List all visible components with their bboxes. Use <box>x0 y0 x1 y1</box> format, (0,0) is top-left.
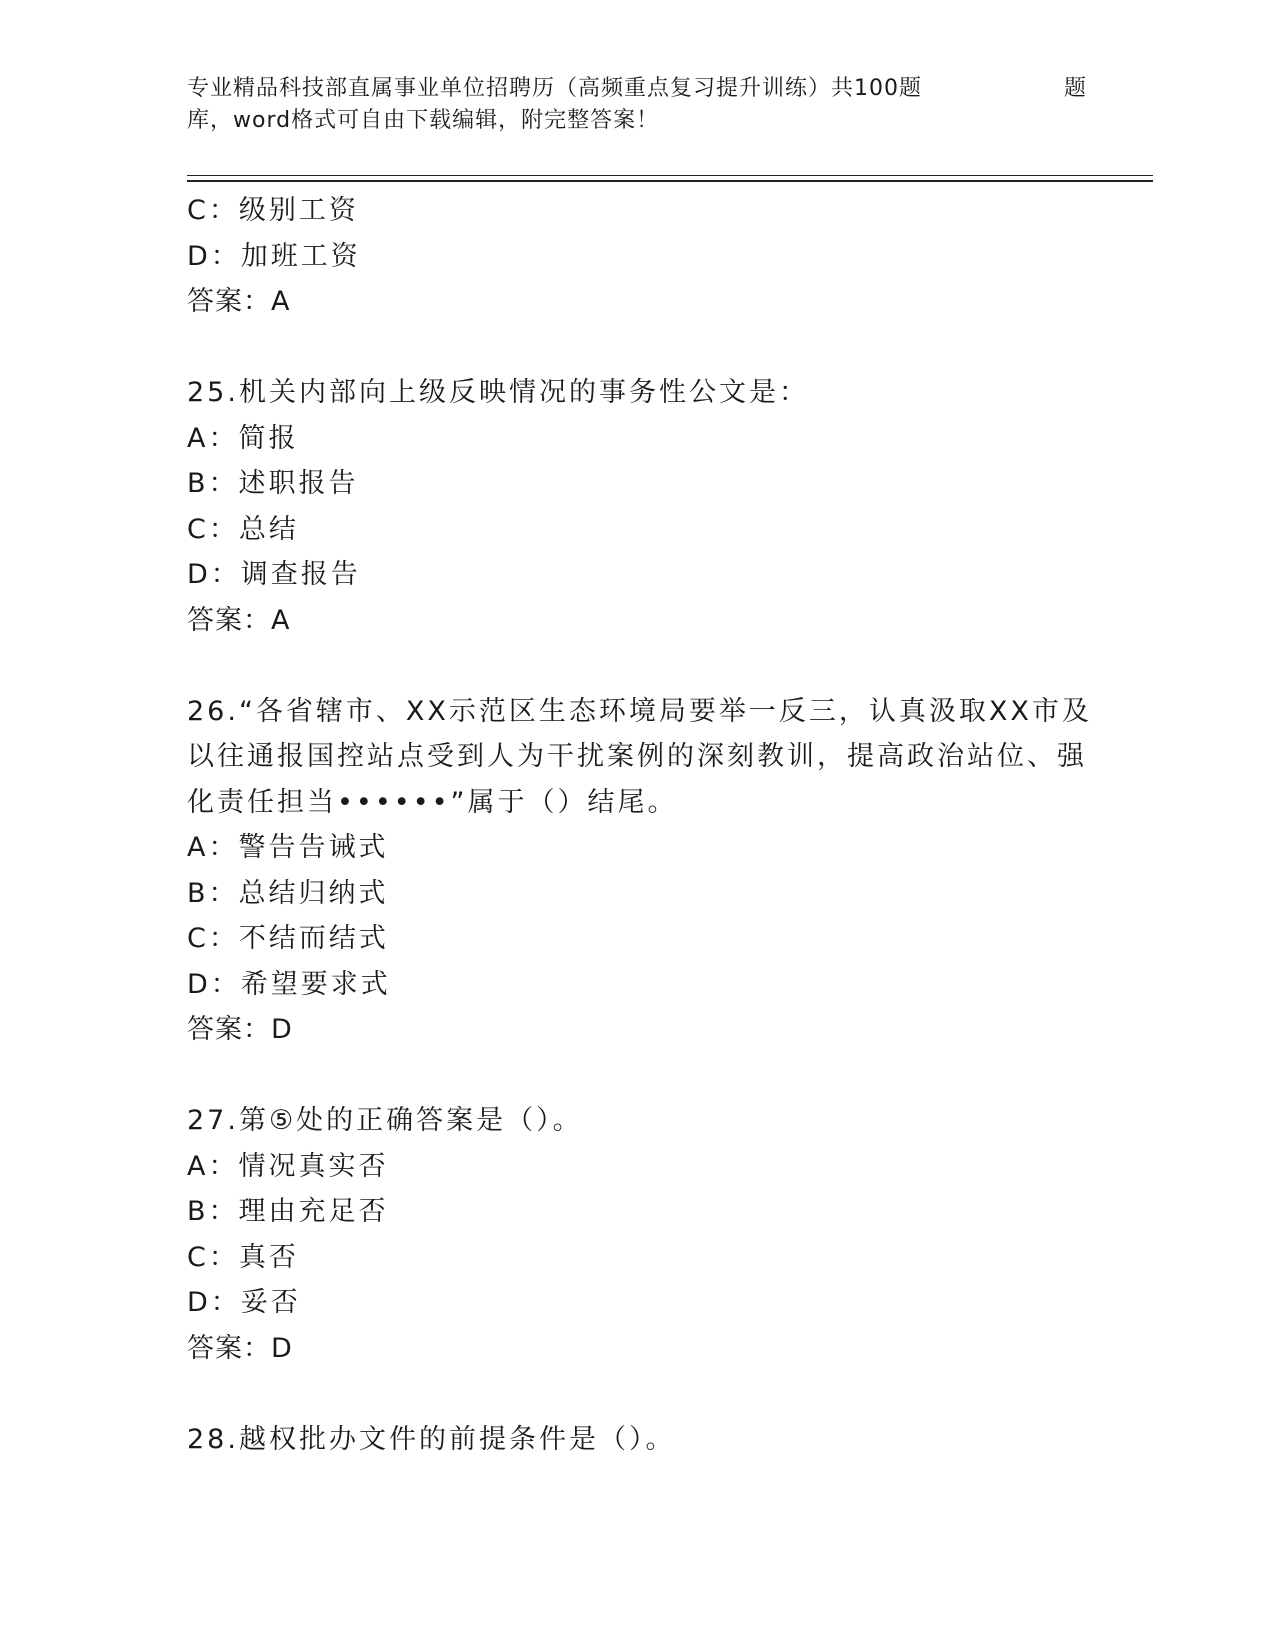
answer-line: 答案：D <box>187 1332 293 1364</box>
option-c: C：级别工资 <box>187 195 359 226</box>
option-d: D：加班工资 <box>187 240 361 272</box>
header-title: 专业精品科技部直属事业单位招聘历（高频重点复习提升训练）共100题 <box>187 76 922 101</box>
option-a: A：情况真实否 <box>187 1150 389 1182</box>
spacer <box>187 1371 1087 1417</box>
spacer <box>187 643 1087 689</box>
question-27 <box>187 1098 1087 1371</box>
option-d: D：调查报告 <box>187 559 361 590</box>
page-header <box>187 73 1087 137</box>
option-b: B：述职报告 <box>187 468 359 499</box>
option-d: D：妥否 <box>187 1287 301 1318</box>
question-25 <box>187 370 1087 643</box>
header-title-tail: 题 <box>1063 76 1087 101</box>
answer-line: 答案：A <box>187 286 291 317</box>
header-divider-thick <box>187 180 1153 182</box>
header-divider-thin <box>187 175 1153 176</box>
question-list <box>187 188 1092 1462</box>
answer-line: 答案：D <box>187 1014 293 1045</box>
option-d: D：希望要求式 <box>187 968 391 1000</box>
option-c: C：总结 <box>187 513 299 545</box>
continued-question <box>187 188 1087 325</box>
spacer <box>187 1053 1087 1099</box>
question-stem-line-1: 26.“各省辖市、XX示范区生态环境局要举一反三，认真汲取XX市及 <box>187 695 1092 727</box>
header-line-1 <box>187 73 1087 105</box>
option-c: C：不结而结式 <box>187 923 389 954</box>
option-b: B：总结归纳式 <box>187 877 389 909</box>
option-a: A：警告告诫式 <box>187 832 389 863</box>
answer-line: 答案：A <box>187 604 291 636</box>
question-stem-line-2: 以往通报国控站点受到人为干扰案例的深刻教训，提高政治站位、强 <box>187 741 1087 772</box>
header-line-2: 库，word格式可自由下载编辑，附完整答案！ <box>187 108 660 133</box>
spacer <box>187 325 1087 371</box>
question-stem: 28.越权批办文件的前提条件是（）。 <box>187 1423 676 1455</box>
question-26 <box>187 689 1092 1053</box>
option-a: A：简报 <box>187 422 299 454</box>
question-stem: 25.机关内部向上级反映情况的事务性公文是： <box>187 377 809 408</box>
question-stem: 27.第⑤处的正确答案是（）。 <box>187 1105 583 1136</box>
question-28 <box>187 1417 1087 1463</box>
option-c: C：真否 <box>187 1241 299 1273</box>
option-b: B：理由充足否 <box>187 1196 389 1227</box>
question-stem-line-3: 化责任担当••••••”属于（）结尾。 <box>187 786 678 818</box>
